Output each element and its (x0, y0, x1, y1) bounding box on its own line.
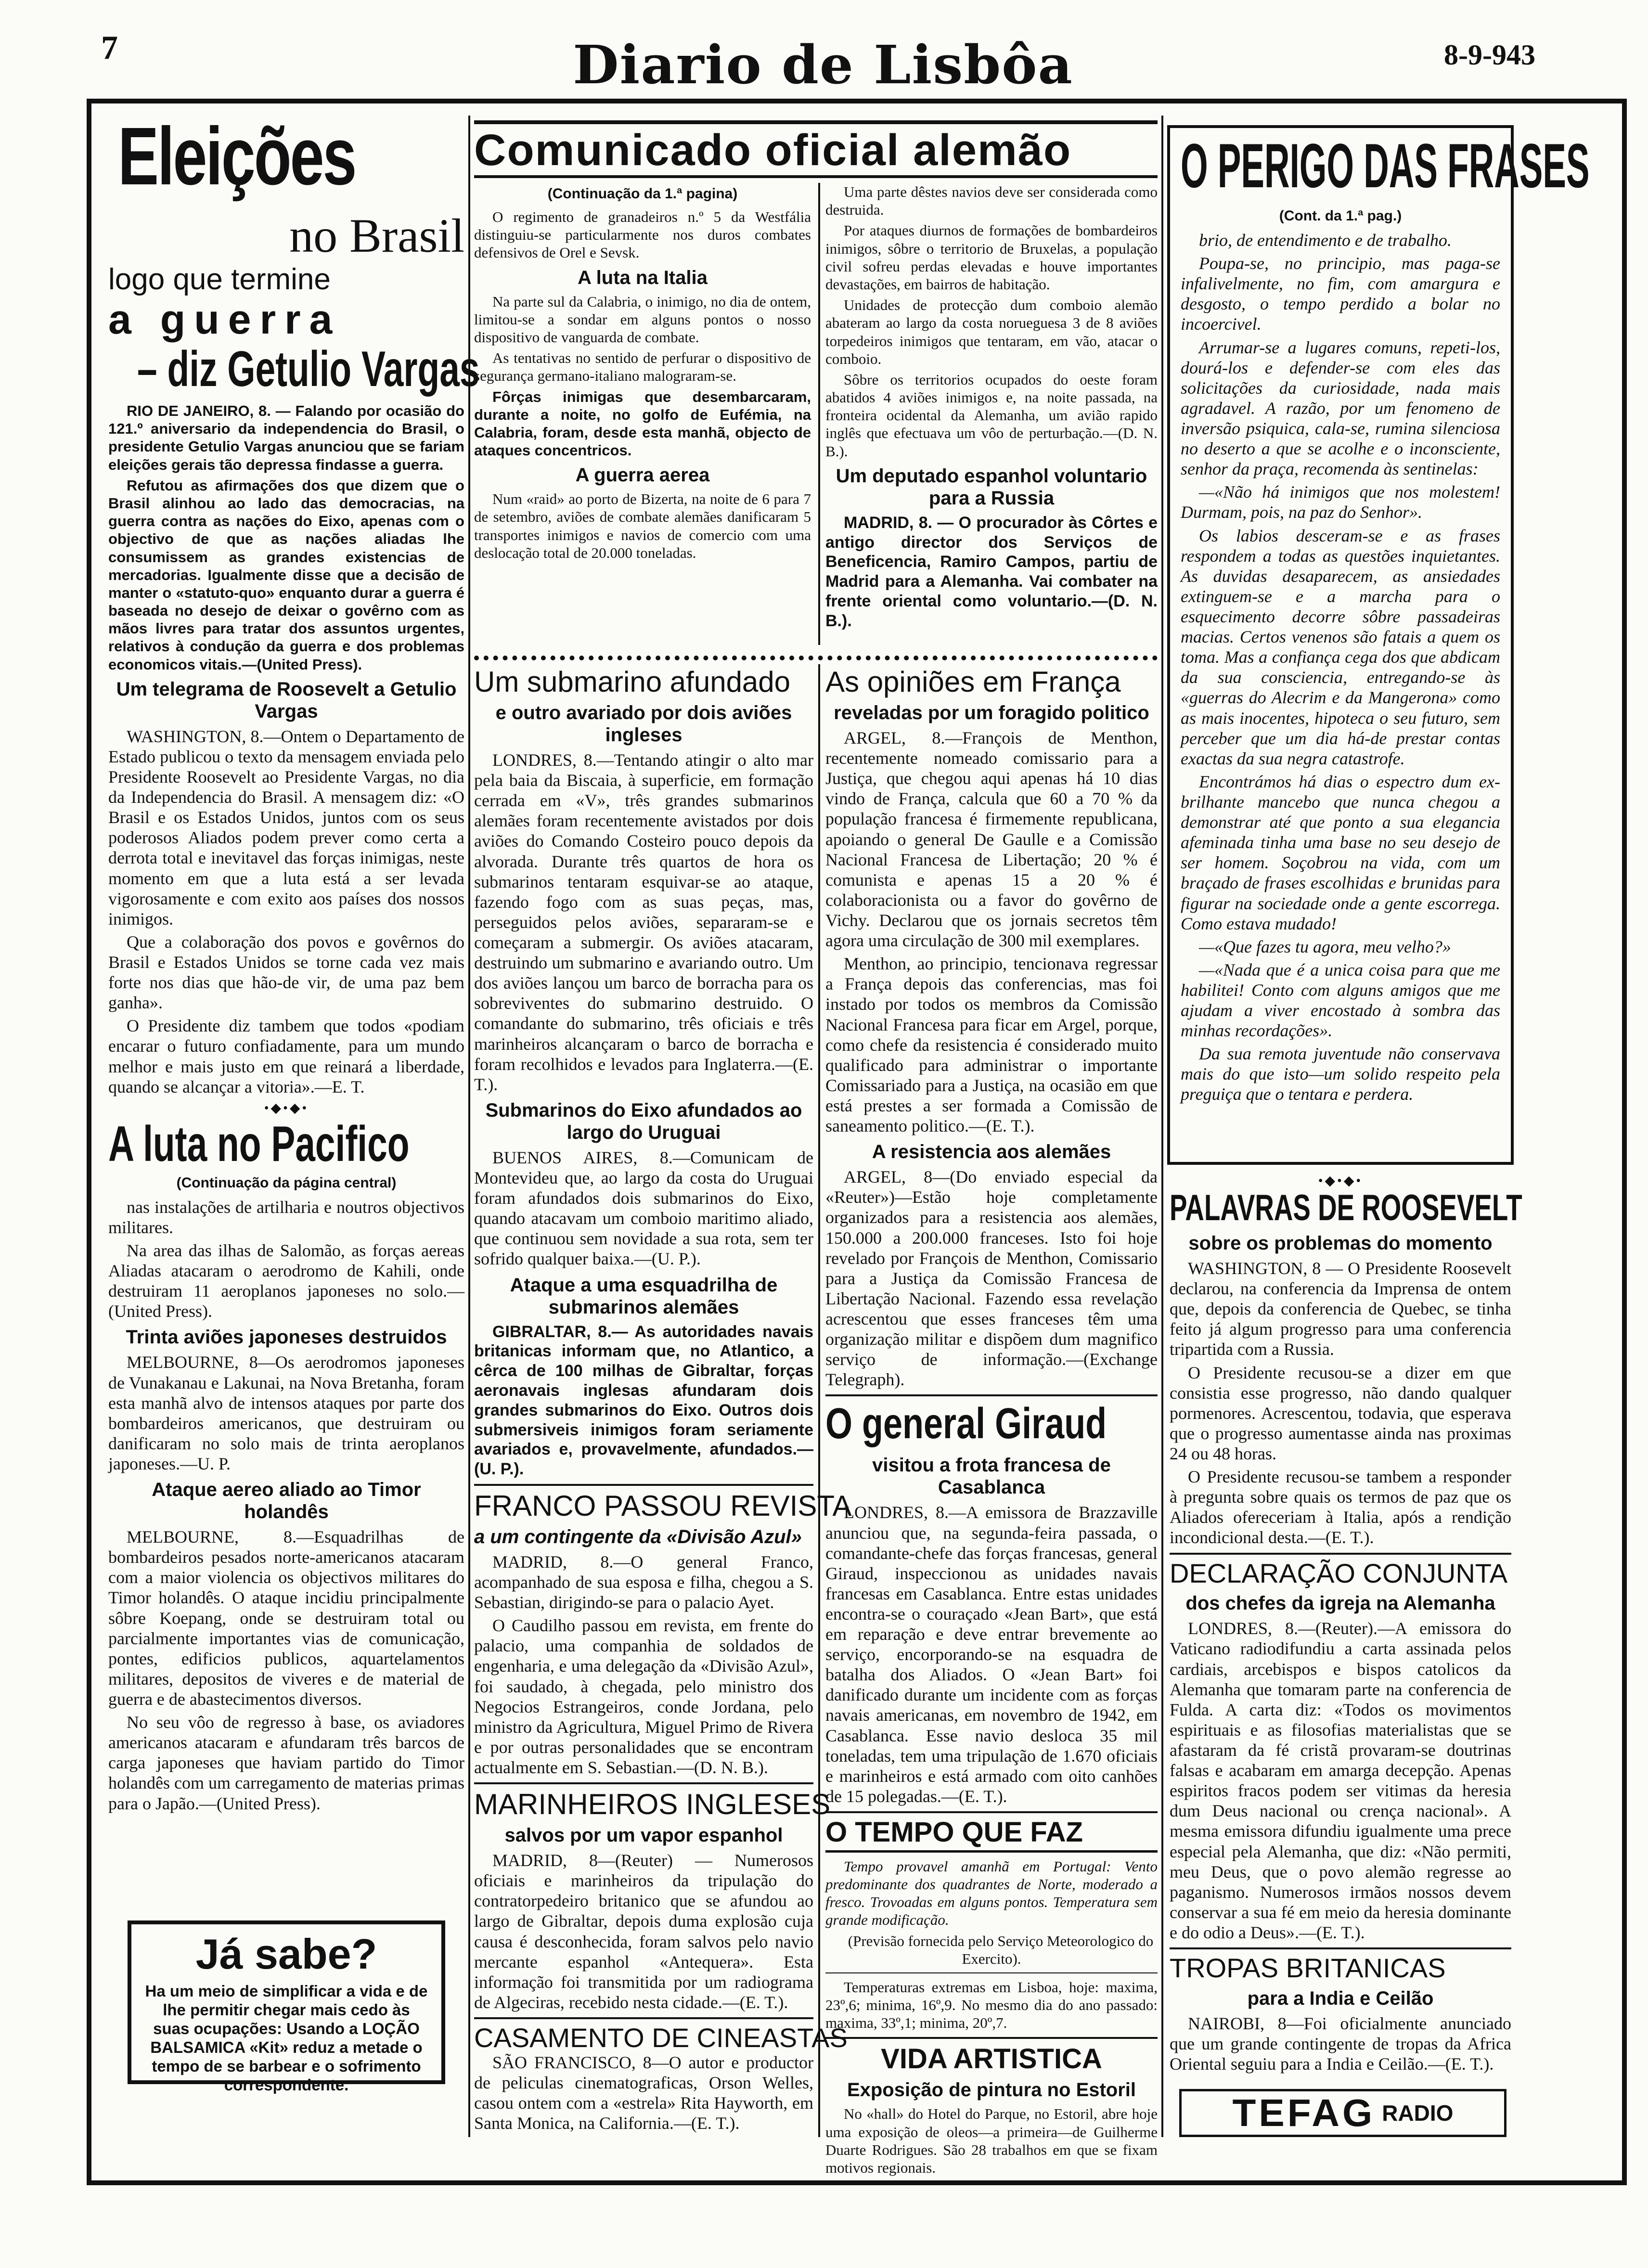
headline-tropas: TROPAS BRITANICAS (1170, 1953, 1446, 1984)
headline-vida-artistica: VIDA ARTISTICA (881, 2043, 1102, 2075)
headline-pacifico-box (108, 1116, 464, 1172)
divider (474, 2017, 813, 2019)
headline-eleicoes-box (118, 111, 455, 212)
subheading-franca: reveladas por um foragido politico (834, 702, 1149, 723)
divider (1170, 1947, 1511, 1949)
paragraph: nas instalações de artilharia e noutros objectivos militares. (108, 1197, 464, 1237)
headline-perigo: O PERIGO DAS FRASES (1181, 130, 1590, 201)
paragraph: RIO DE JANEIRO, 8. — Falando por ocasião do 121.º aniversario da independencia do Brasil, o presidente Getulio Vargas anunciou que se fariam eleições gerais tão depressa findasse a guerra. (108, 402, 464, 473)
paragraph: Na area das ilhas de Salomão, as forças aereas Aliadas atacaram o aerodromo de Kahili, onde destruiram 11 aeroplanos japoneses no solo.—(United Press). (108, 1241, 464, 1321)
divider (1170, 1553, 1511, 1555)
subheading-franco: a um contingente da «Divisão Azul» (474, 1526, 802, 1547)
column-rule (818, 183, 820, 645)
headline-no-brasil: no Brasil (289, 209, 464, 262)
paragraph: Unidades de protecção dum comboio alemão abateram ao largo da costa norueguesa 3 de 8 aviões torpedeiros inimigos que tentaram, em vão, atacar o comboio. (825, 296, 1158, 367)
paragraph: No «hall» do Hotel do Parque, no Estoril, abre hoje uma exposição de oleos—a primeira—de Guilherme Duarte Rodrigues. São 28 trabalhos em que se fixam motivos regionais. (825, 2105, 1158, 2176)
divider (474, 1484, 813, 1486)
comunicado-right (825, 183, 1158, 634)
box-perigo-das-frases (1167, 125, 1590, 1165)
paragraph: Menthon, ao principio, tencionava regressar a França depois das conferencias, mas foi instado por todos os membros da Comissão Nacional Francesa para ficar em Argel, porque, como chefe da resistencia é considerado muito qualificado para administrar o importante Comissariado para a Justiça, na ocasião em que está prestes a ser formada a Comissão de saneamento politico.—(E. T.). (825, 954, 1158, 1136)
paragraph: SÃO FRANCISCO, 8—O autor e productor de peliculas cinematograficas, Orson Welles, casou ontem com a «estrela» Rita Hayworth, em Santa Monica, na California.—(E. T.). (474, 2052, 813, 2133)
subheading-uruguai: Submarinos do Eixo afundados ao largo do Uruguai (485, 1099, 802, 1143)
divider (825, 1811, 1158, 1813)
column-rule (818, 664, 820, 2137)
subheading-vida-artistica: Exposição de pintura no Estoril (847, 2079, 1136, 2101)
subheading-giraud: visitou a frota francesa de Casablanca (872, 1455, 1111, 1498)
paragraph: BUENOS AIRES, 8.—Comunicam de Montevideu que, ao largo da costa do Uruguai foram afundados dois submarinos do Eixo, quando atacavam um comboio maritimo aliado, que continuou sem novidade a sua rota, sem ter sofrido qualquer baixa.—(U. P.). (474, 1147, 813, 1269)
column-rule (468, 116, 470, 2137)
paragraph: brio, de entendimento e de trabalho. (1199, 231, 1452, 250)
headline-roosevelt: PALAVRAS DE ROOSEVELT (1170, 1187, 1522, 1228)
weather-temperatures: Temperaturas extremas em Lisboa, hoje: maxima, 23º,6; minima, 16º,9. No mesmo dia do ano passado: maxima, 33º,1; minima, 20º,7. (825, 1979, 1158, 2032)
weather-forecast: Tempo provavel amanhã em Portugal: Vento predominante dos quadrantes de Norte, moderado a fresco. Trovoadas em alguns pontos. Temperatura sem grande modificação. (825, 1857, 1158, 1929)
headline-getulio: – diz Getulio Vargas (137, 341, 480, 397)
paragraph: Na parte sul da Calabria, o inimigo, no dia de ontem, limitou-se a sondar em alguns pontos o nosso dispositivo de vanguarda de combate. (474, 293, 811, 346)
paragraph: Encontrámos há dias o espectro dum ex-brilhante mancebo que nunca chegou a demonstrar até que ponto a sua elegancia afeminada tinha uma base no seu desejo de ser homem. Soçobrou na vida, com um braçado de frases escolhidas e brunidas para figurar na sociedade onde a gente escorrega. Como estava mudado! (1181, 772, 1500, 933)
ad-brand: TEFAG (1232, 2091, 1376, 2134)
paragraph: MADRID, 8.—O general Franco, acompanhado de sua esposa e filha, chegou a S. Sebastian, dirigindo-se para o palacio Ayet. (474, 1552, 813, 1612)
paragraph: GIBRALTAR, 8.— As autoridades navais britanicas informam que, no Atlantico, a cêrca de 100 milhas de Gibraltar, forças aeronavais inglesas afundaram dois grandes submarinos do Eixo. Outros dois submersiveis inimigos foram seriamente avariados e, provavelmente, afundados.—(U. P.). (474, 1322, 813, 1479)
headline-giraud-box (825, 1401, 1158, 1449)
divider (474, 1782, 813, 1784)
paragraph: LONDRES, 8.—A emissora de Brazzaville anunciou que, na segunda-feira passada, o comandante-chefe das forças francesas, general Giraud, inspeccionou as unidades navais francesas em Casablanca. Entre estas unidades encontra-se o couraçado «Jean Bart», que está em reparação e deve entrar brevemente ao serviço, encorporando-se na esquadra de batalha dos Aliados. O «Jean Bart» foi danificado durante um incidente com as forças navais americanas, em novembro de 1942, em Casablanca. Esse navio desloca 35 mil toneladas, tem uma tripulação de 1.670 oficiais e marinheiros e está armado com oito canhões de 15 polegadas.—(E. T.). (825, 1503, 1158, 1806)
paragraph: No seu vôo de regresso à base, os aviadores americanos atacaram e afundaram três barcos de carga japoneses que haviam partido do Timor holandês com um carregamento de materias primas para o Japão.—(United Press). (108, 1713, 464, 1813)
ad-title: Já sabe? (195, 1930, 377, 1978)
page-number: 7 (101, 29, 118, 66)
paragraph: O Caudilho passou em revista, em frente do palacio, uma companhia de soldados de engenharia, e uma delegação da «Divisão Azul», foi saudado, à chegada, pelo ministro dos Negocios Estrangeiros, conde Jordana, pelo ministro da Agricultura, Miguel Primo de Rivera e por outras personalidades que se encontram actualmente em S. Sebastian.—(D. N. B.). (474, 1616, 813, 1777)
paragraph: —«Nada que é a unica coisa para que me habilitei! Conto com alguns amigos que me ajudam a viver encostado à sombra das minhas recordações». (1181, 960, 1500, 1041)
headline-tempo: O TEMPO QUE FAZ (825, 1818, 1158, 1853)
article-eleicoes-body (108, 402, 464, 1817)
subheading-deputado: Um deputado espanhol voluntario para a Russia (836, 465, 1147, 509)
ad-word: RADIO (1382, 2100, 1454, 2126)
headline-getulio-box (137, 341, 480, 402)
subheading-declaracao: dos chefes da igreja na Alemanha (1185, 1593, 1495, 1614)
paragraph: WASHINGTON, 8 — O Presidente Roosevelt declarou, na conferencia da Imprensa de ontem que, depois da conferencia de Quebec, se tinha feito já algum progresso para uma conferencia tripartida com a Russia. (1170, 1259, 1511, 1359)
paragraph: Que a colaboração dos povos e govêrnos do Brasil e Estados Unidos se torne cada vez mais forte nos dias que hão-de vir, de uma paz bem ganha». (108, 932, 464, 1013)
paragraph: O Presidente recusou-se a dizer em que consistia esse progresso, não dando qualquer pormenores. Acrescentou, todavia, que esperava que o progresso aumentasse ainda nas proximas 24 ou 48 horas. (1170, 1363, 1511, 1463)
continuation-note: (Cont. da 1.ª pag.) (1279, 208, 1402, 224)
headline-roosevelt-box (1170, 1187, 1522, 1228)
advertisement-tefag (1179, 2089, 1506, 2137)
paragraph: MADRID, 8—(Reuter) — Numerosos oficiais e marinheiros da tripulação do contratorpedeiro britanico que se afundou ao largo de Gibraltar, depois duma explosão cuja causa é desconhecida, foram salvos pelo navio mercante espanhol «Antequera». Esta informação foi transmitida por um radiograma de Algeciras, recebido nesta cidade.—(E. T.). (474, 1851, 813, 2012)
headline-marinheiros: MARINHEIROS INGLESES (474, 1788, 831, 1821)
paragraph: O Presidente recusou-se tambem a responder à pregunta sobre quais os termos de paz que os Aliados ofereceriam à Italia, após a rendição incondicional desta.—(E. T.). (1170, 1467, 1511, 1547)
comunicado-left (474, 183, 811, 565)
paragraph: Arrumar-se a lugares comuns, repeti-los, dourá-los e defender-se com eles das solicitações da curiosidade, nada mais agradavel. A razão, por um fenomeno de inversão psiquica, cala-se, rumina silenciosa no deserto a que se acolhe e o inconsciente, senhor da praça, recomenda às sentinelas: (1181, 337, 1500, 479)
subheading-luta-italia: A luta na Italia (578, 267, 708, 288)
ad-text: Ha um meio de simplificar a vida e de lhe permitir chegar mais cedo às suas ocupações: Usando a LOÇÃO BALSAMICA «Kit» reduz a metade o tempo de se barbear e o sofrimento correspondente. (145, 1982, 428, 2094)
newspaper-name: Diario de Lisbôa (573, 34, 1073, 96)
headline-giraud: O general Giraud (825, 1400, 1107, 1448)
paragraph: Sôbre os territorios ocupados do oeste foram abatidos 4 aviões inimigos e, na noite passada, na fronteira ocidental da Alemanha, um avião rapido inglês que efectuava um vôo de perturbação.—(D. N. B.). (825, 371, 1158, 460)
paragraph: WASHINGTON, 8.—Ontem o Departamento de Estado publicou o texto da mensagem enviada pelo Presidente Roosevelt ao Presidente Vargas, no dia da Independencia do Brasil. A mensagem diz: «O Brasil e os Estados Unidos, juntos com os seus poderosos Aliados podem prever como certa a derrota total e inevitavel das forças inimigas, neste momento em que a luta está a ser levada vigorosamente e com exito aos países dos nossos inimigos. (108, 726, 464, 928)
paragraph: LONDRES, 8.—Tentando atingir o alto mar pela baia da Biscaia, à superficie, em formação cerrada em «V», três grandes submarinos alemães foram recentemente avistados por dois aviões do Comando Costeiro pouco depois da alvorada. Durante três quartos de hora os submarinos tentaram esquivar-se ao ataque, fazendo fogo com as suas peças, mas, perseguidos pelos aviões, separaram-se e começaram a submergir. Os aviões atacaram, destruindo um submarino e avariando outro. Um dos aviões lançou um barco de borracha para os sobreviventes do submarino destruido. O comandante do submarino, três oficiais e três marinheiros alcançaram o barco de borracha e foram recolhidos e levados para Inglaterra.—(E. T.). (474, 750, 813, 1094)
paragraph: Uma parte dêstes navios deve ser considerada como destruida. (825, 183, 1158, 219)
paragraph: LONDRES, 8.—(Reuter).—A emissora do Vaticano radiodifundiu a carta assinada pelos cardiais, arcebispos e bispos catolicos da Alemanha que tomaram parte na conferencia de Fulda. A carta diz: «Todos os movimentos espirituais e as filosofias materialistas que se afastaram da fé cristã provaram-se doutrinas falsas e acabaram em amarga decepção. Apenas espiritos fracos podem ser vitimas da heresia dum Deus nacional ou crença nacional». A mesma emissora difundiu igualmente uma prece especial pela Alemanha, que diz: «Não permiti, meu Deus, que o povo alemão regresse ao paganismo. Numerosos irmãos nossos devem conservar a sua fé em meio da heresia dominante e do odio a Deus».—(E. T.). (1170, 1619, 1511, 1942)
paragraph: Num «raid» ao porto de Bizerta, na noite de 6 para 7 de setembro, aviões de combate alemães danificaram 5 transportes inimigos e navios de comercio com uma deslocação total de 20.000 toneladas. (474, 490, 811, 561)
paragraph: ARGEL, 8—(Do enviado especial da «Reuter»)—Estão hoje completamente organizados para a resistencia aos alemães, 150.000 a 200.000 franceses. Isto foi hoje revelado por François de Menthon, Comissario para a Justiça da Comissão Francesa de Libertação Nacional. Fazendo essa revelação acrescentou que esses franceses têm uma organização militar e dispõem dum magnifico serviço de informação.—(Exchange Telegraph). (825, 1167, 1158, 1390)
column-3-lower (825, 666, 1158, 2176)
subheading-resistencia: A resistencia aos alemães (872, 1141, 1111, 1163)
headline-cineastas: CASAMENTO DE CINEASTAS (474, 2022, 848, 2053)
paragraph: O regimento de granadeiros n.º 5 da Westfália distinguiu-se particularmente nos duros combates defensivos de Orel e Sevsk. (474, 208, 811, 261)
ornament-divider: •◆•◆• (264, 1100, 309, 1116)
continuation-note: (Continuação da página central) (176, 1174, 397, 1191)
advertisement-ja-sabe (128, 1920, 445, 2094)
paragraph: —«Que fazes tu agora, meu velho?» (1199, 937, 1451, 956)
paragraph: Poupa-se, no principio, mas paga-se infalivelmente, no fim, com amargura e desgosto, o tempo perdido a bolar no incoercivel. (1181, 254, 1500, 334)
column-eleicoes (108, 111, 480, 2142)
weather-source: (Previsão fornecida pelo Serviço Meteorologico do Exercito). (848, 1932, 1154, 1967)
paragraph: As tentativas no sentido de perfurar o dispositivo de segurança germano-italiano malograram-se. (474, 349, 811, 385)
subheading-guerra-aerea: A guerra aerea (575, 464, 710, 486)
headline-franca: As opiniões em França (825, 666, 1121, 698)
divider (825, 1394, 1158, 1396)
subheading-roosevelt: sobre os problemas do momento (1188, 1233, 1493, 1254)
divider (825, 2037, 1158, 2039)
paragraph: MELBOURNE, 8.—Esquadrilhas de bombardeiros pesados norte-americanos atacaram com a maior violencia os objectivos militares do Timor holandês. O ataque incidiu principalmente sôbre Koepang, onde se destruiram total ou parcialmente importantes vias de comunicação, pontes, edificios publicos, aquartelamentos militares, depositos de viveres e de material de guerra e de abastecimentos diversos. (108, 1527, 464, 1709)
headline-perigo-box (1181, 130, 1590, 205)
paragraph: MELBOURNE, 8—Os aerodromos japoneses de Vunakanau e Lakunai, na Nova Bretanha, foram esta manhã alvo de intensos ataques por parte dos bombardeiros americanos, que destruiram ou danificaram no solo mais de trinta aeroplanos japoneses.—U. P. (108, 1353, 464, 1473)
continuation-note: (Continuação da 1.ª pagina) (547, 186, 738, 202)
subheading-marinheiros: salvos por um vapor espanhol (504, 1825, 783, 1846)
headline-a-guerra: a guerra (108, 296, 341, 343)
headline-logo-que: logo que termine (108, 263, 331, 296)
column-2-lower (474, 666, 852, 2139)
paragraph: Refutou as afirmações dos que dizem que o Brasil alinhou ao lado das democracias, na guerra contra as nações do Eixo, apenas com o objectivo de que as nações aliadas lhe consumissem as grandes existencias de mercadorias. Igualmente disse que a decisão de manter o «statuto-quo» enquanto durar a guerra é baseada no desejo de deixar o govêrno com as mãos livres para tratar dos assuntos urgentes, relativos à condução da guerra e dos problemas economicos vitais.—(United Press). (108, 477, 464, 673)
masthead (0, 0, 1648, 96)
subheading-submarino: e outro avariado por dois aviões ingleses (495, 702, 792, 746)
paragraph: MADRID, 8. — O procurador às Côrtes e antigo director dos Serviços de Beneficencia, Ramiro Campos, partiu de Madrid para a Alemanha. Vai combater na frente oriental como voluntario.—(D. N. B.). (825, 513, 1158, 630)
column-4-lower (1170, 1187, 1522, 2084)
column-rule (1161, 116, 1163, 2137)
subheading-timor: Ataque aereo aliado ao Timor holandês (152, 1479, 421, 1523)
headline-pacifico: A luta no Pacifico (108, 1116, 410, 1172)
headline-franco: FRANCO PASSOU REVISTA (474, 1489, 852, 1522)
subheading-trinta-avioes: Trinta aviões japoneses destruidos (126, 1327, 447, 1348)
paragraph: —«Não há inimigos que nos molestem! Durmam, pois, na paz do Senhor». (1181, 482, 1500, 522)
subheading-roosevelt-telegram: Um telegrama de Roosevelt a Getulio Vargas (116, 678, 457, 722)
paragraph: Fôrças inimigas que desembarcaram, durante a noite, no golfo de Eufémia, na Calabria, foram, desde esta manhã, objecto de ataques concentricos. (474, 388, 811, 459)
paragraph: Da sua remota juventude não conservava mais do que isto—um solido respeito pela preguiça que o tentara e perdera. (1181, 1044, 1500, 1104)
ornament-divider: •◆•◆• (1318, 1173, 1363, 1188)
headline-comunicado: Comunicado oficial alemão (474, 120, 1158, 178)
headline-submarino: Um submarino afundado (474, 666, 791, 698)
subheading-tropas: para a India e Ceilão (1247, 1987, 1434, 2009)
section-divider (474, 656, 1158, 660)
issue-date: 8-9-943 (1444, 39, 1535, 71)
paragraph: NAIROBI, 8—Foi oficialmente anunciado que um grande contingente de tropas da Africa Oriental seguiu para a India e Ceilão.—(E. T.). (1170, 2013, 1511, 2074)
subheading-esquadrilha: Ataque a uma esquadrilha de submarinos alemães (510, 1274, 778, 1318)
headline-eleicoes: Eleições (118, 111, 356, 202)
headline-declaracao: DECLARAÇÃO CONJUNTA (1170, 1558, 1508, 1588)
paragraph: O Presidente diz tambem que todos «podiam encarar o futuro confiadamente, para um mundo melhor e mais justo em que reinará a liberdade, quando se alcançar a vitoria».—E. T. (108, 1016, 464, 1096)
paragraph: Os labios desceram-se e as frases respondem a todas as questões inquietantes. As duvidas desaparecem, as ansiedades extinguem-se e a marcha para o esquecimento decorre sôbre passadeiras macias. Certos venenos são fatais a quem os toma. Mas a confiança cega dos que abdicam da sua consciencia, entregando-se às «guerras do Alecrim e da Mangerona» como as mais inocentes, hipoteca o seu futuro, sem perceber que um dia há-de prestar contas exactas da sua negra catastrofe. (1181, 526, 1500, 768)
paragraph: Por ataques diurnos de formações de bombardeiros inimigos, sôbre o territorio de Bruxelas, a população civil sofreu perdas elevadas e houve importantes devastações, em bairros de habitação. (825, 222, 1158, 293)
article-comunicado (474, 120, 1158, 655)
divider (825, 1972, 1158, 1973)
paragraph: ARGEL, 8.—François de Menthon, recentemente nomeado comissario para a Justiça, que chegou aqui apenas há 10 dias vindo de França, calcula que 60 a 70 % da população francesa é firmemente republicana, apoiando o general De Gaulle e a Comissão Nacional Francesa de Libertação; 20 % é comunista e apenas 15 a 20 % é colaboracionista ou a favor do govêrno de Vichy. Declarou que os jornais secretos têm agora uma circulação de 300 mil exemplares. (825, 728, 1158, 951)
